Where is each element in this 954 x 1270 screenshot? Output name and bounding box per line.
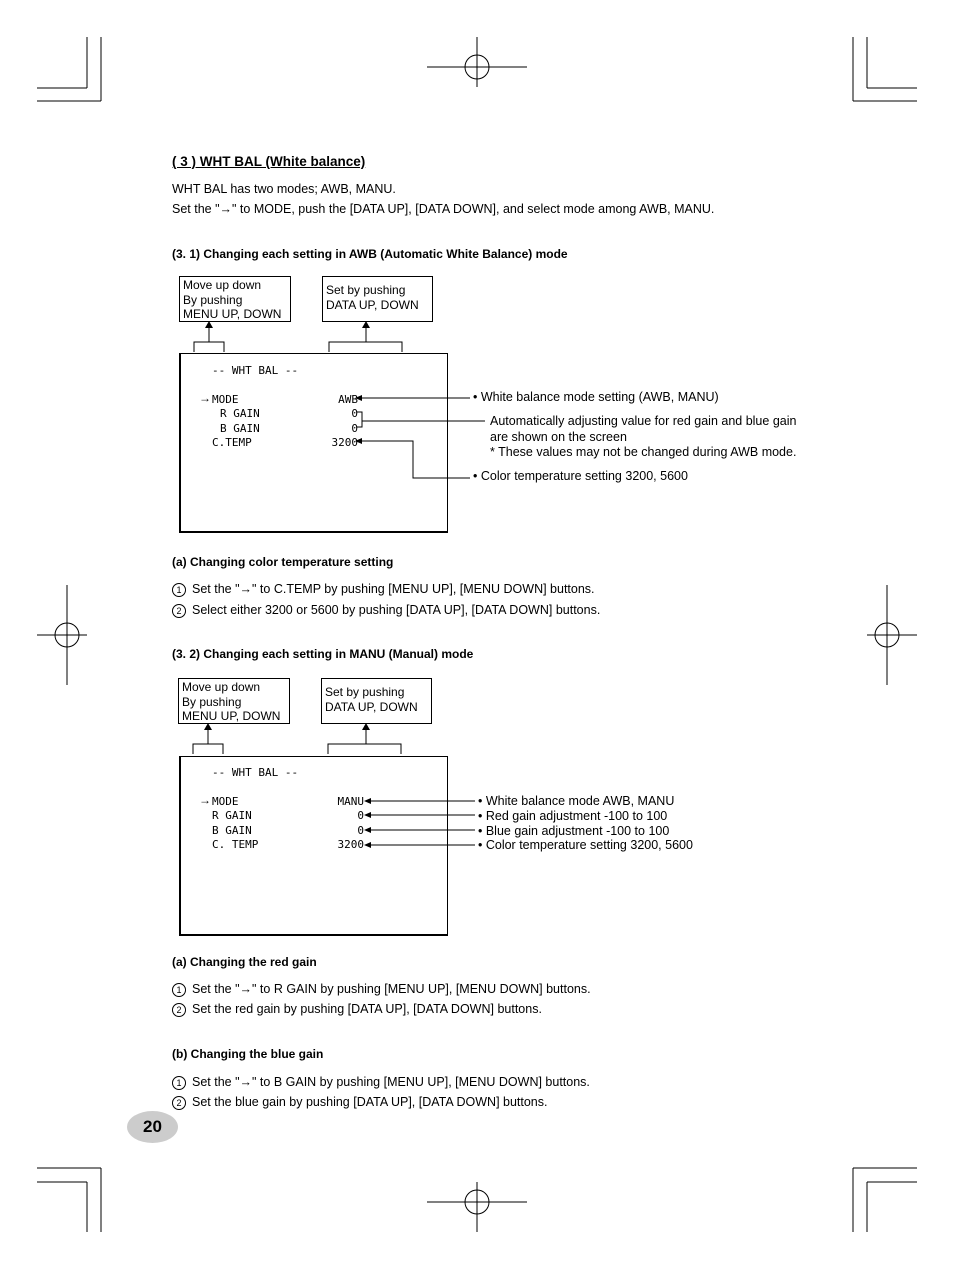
manu-note: • White balance mode AWB, MANU <box>478 794 675 808</box>
step-text: Set the "→" to B GAIN by pushing [MENU UP], [MENU DOWN] buttons. <box>192 1075 590 1089</box>
step-number: 1 <box>172 1076 186 1090</box>
awb-row-value: 0 <box>351 422 358 435</box>
awb-row-value: 3200 <box>331 436 358 449</box>
intro-text-1: WHT BAL has two modes; AWB, MANU. <box>172 182 396 196</box>
awb-note-gain: * These values may not be changed during AWB mode. <box>490 445 797 459</box>
section-title: ( 3 ) WHT BAL (White balance) <box>172 154 366 169</box>
red-gain-heading: (a) Changing the red gain <box>172 955 317 969</box>
blue-gain-step <box>172 1075 590 1090</box>
awb-menu-box-line: MENU UP, DOWN <box>183 307 282 321</box>
step-text: Select either 3200 or 5600 by pushing [DATA UP], [DATA DOWN] buttons. <box>192 603 601 617</box>
manu-menu-screen <box>179 756 448 936</box>
awb-row-label: C.TEMP <box>212 436 252 449</box>
blue-gain-step <box>172 1095 548 1110</box>
cursor-arrow-icon: → <box>199 793 211 807</box>
cursor-arrow-icon: → <box>199 391 211 405</box>
awb-screen-title: -- WHT BAL -- <box>212 364 299 377</box>
step-text: Set the red gain by pushing [DATA UP], [DATA DOWN] buttons. <box>192 1002 542 1016</box>
awb-row-value: 0 <box>351 407 358 420</box>
manu-row-value: 3200 <box>337 838 364 851</box>
blue-gain-heading: (b) Changing the blue gain <box>172 1047 324 1061</box>
intro-text-2: Set the "→" to MODE, push the [DATA UP], [DATA DOWN], and select mode among AWB, MANU. <box>172 202 715 216</box>
awb-sub-heading: (a) Changing color temperature setting <box>172 555 394 569</box>
awb-menu-box-line: Move up down <box>183 278 262 292</box>
manu-screen-title: -- WHT BAL -- <box>212 766 299 779</box>
step-number: 1 <box>172 983 186 997</box>
red-gain-step <box>172 982 591 997</box>
manu-note: • Color temperature setting 3200, 5600 <box>478 838 693 852</box>
manu-note: • Blue gain adjustment -100 to 100 <box>478 824 670 838</box>
manu-heading: (3. 2) Changing each setting in MANU (Manual) mode <box>172 647 474 661</box>
awb-note-gain: are shown on the screen <box>490 430 627 444</box>
awb-row-label: R GAIN <box>220 407 260 420</box>
manu-data-box-line: DATA UP, DOWN <box>325 699 418 714</box>
step-text: Set the "→" to C.TEMP by pushing [MENU UP], [MENU DOWN] buttons. <box>192 582 595 596</box>
manu-note: • Red gain adjustment -100 to 100 <box>478 809 668 823</box>
manu-menu-box-line: By pushing <box>182 694 242 709</box>
awb-data-box-line: Set by pushing <box>326 283 406 297</box>
awb-data-box-line: DATA UP, DOWN <box>326 297 419 312</box>
manu-data-box-line: Set by pushing <box>325 685 405 699</box>
step-number: 2 <box>172 1096 186 1110</box>
manu-row-label: B GAIN <box>212 824 252 837</box>
step-number: 2 <box>172 1003 186 1017</box>
awb-menu-box-line: By pushing <box>183 292 243 307</box>
manu-row-label: R GAIN <box>212 809 252 822</box>
manu-menu-box-line: MENU UP, DOWN <box>182 709 281 723</box>
manu-menu-box-line: Move up down <box>182 680 261 694</box>
step-number: 2 <box>172 604 186 618</box>
red-gain-step <box>172 1002 542 1017</box>
step-text: Set the "→" to R GAIN by pushing [MENU UP], [MENU DOWN] buttons. <box>192 982 591 996</box>
manu-row-label: MODE <box>212 795 239 808</box>
awb-heading: (3. 1) Changing each setting in AWB (Automatic White Balance) mode <box>172 247 568 261</box>
manu-row-value: 0 <box>357 824 364 837</box>
manu-row-value: MANU <box>337 795 364 808</box>
step-text: Set the blue gain by pushing [DATA UP], [DATA DOWN] buttons. <box>192 1095 548 1109</box>
manu-row-value: 0 <box>357 809 364 822</box>
awb-note-gain: Automatically adjusting value for red gain and blue gain <box>490 414 797 428</box>
awb-note-mode: • White balance mode setting (AWB, MANU) <box>473 390 719 404</box>
step-number: 1 <box>172 583 186 597</box>
manu-row-label: C. TEMP <box>212 838 259 851</box>
awb-row-value: AWB <box>338 393 358 406</box>
awb-row-label: MODE <box>212 393 239 406</box>
awb-row-label: B GAIN <box>220 422 260 435</box>
page-number: 20 <box>127 1111 178 1143</box>
awb-note-temp: • Color temperature setting 3200, 5600 <box>473 469 688 483</box>
